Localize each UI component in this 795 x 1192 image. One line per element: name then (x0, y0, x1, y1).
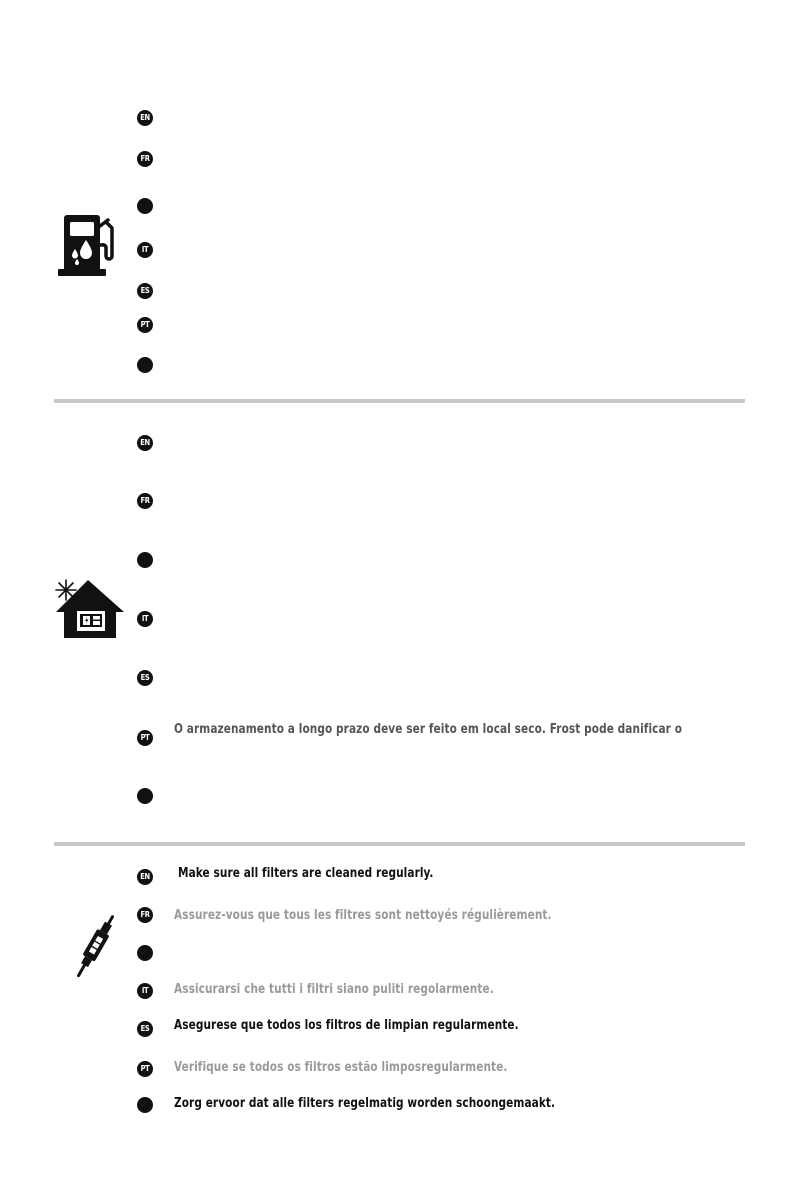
lang-badge-fr: FR (137, 493, 153, 509)
lang-badge-de (137, 1097, 153, 1113)
filter-text-nl: Zorg ervoor dat alle filters regelmatig worden schoongemaakt. (174, 1096, 556, 1111)
lang-badge-it: IT (137, 983, 153, 999)
filter-text-pt: Verifique se todos os filtros estão limposregularmente. (174, 1060, 508, 1075)
filter-text-fr: Assurez-vous que tous les filtres sont nettoyés régulièrement. (174, 908, 552, 923)
lang-badge-es: ES (137, 1021, 153, 1037)
lang-badge-pt: PT (137, 730, 153, 746)
filter-text-it: Assicurarsi che tutti i filtri siano puliti regolarmente. (174, 982, 494, 997)
lang-badge-it: IT (137, 242, 153, 258)
section-divider (54, 842, 745, 846)
cold-storage-house-icon (52, 578, 128, 645)
lang-badge-es: ES (137, 283, 153, 299)
lang-badge-en: EN (137, 869, 153, 885)
lang-badge-nl (137, 198, 153, 214)
filter-text-es: Asegurese que todos los filtros de limpian regularmente. (174, 1018, 519, 1033)
filter-text-en: Make sure all filters are cleaned regularly. (178, 866, 434, 881)
filter-icon (70, 912, 120, 987)
lang-badge-de (137, 788, 153, 804)
lang-badge-nl (137, 552, 153, 568)
fuel-pump-icon (50, 212, 120, 283)
lang-badge-nl (137, 945, 153, 961)
lang-badge-it: IT (137, 611, 153, 627)
lang-badge-en: EN (137, 110, 153, 126)
lang-badge-pt: PT (137, 1061, 153, 1077)
lang-badge-en: EN (137, 435, 153, 451)
lang-badge-fr: FR (137, 151, 153, 167)
section-divider (54, 399, 745, 403)
storage-text-pt: O armazenamento a longo prazo deve ser feito em local seco. Frost pode danificar o (174, 722, 683, 737)
lang-badge-fr: FR (137, 907, 153, 923)
lang-badge-es: ES (137, 670, 153, 686)
lang-badge-pt: PT (137, 317, 153, 333)
lang-badge-de (137, 357, 153, 373)
